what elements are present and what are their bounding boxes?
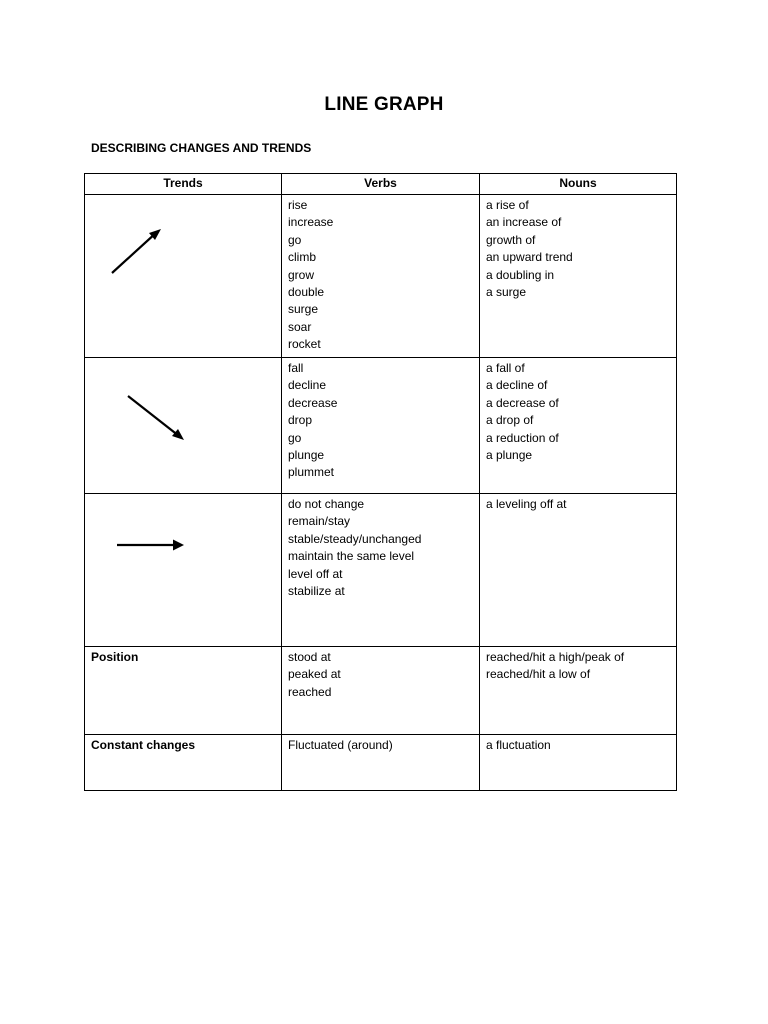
trends-vocabulary-table: [84, 173, 677, 791]
header-nouns: Nouns: [480, 174, 677, 195]
list-item: a fluctuation: [486, 738, 551, 752]
list-item: a leveling off at: [486, 497, 567, 511]
list-item: rise: [288, 198, 308, 212]
verbs-cell: [282, 195, 480, 358]
row-label-constant-changes: Constant changes: [91, 738, 196, 752]
list-item: peaked at: [288, 667, 341, 682]
list-item: reached/hit a low of: [486, 667, 591, 682]
list-item: a rise of: [486, 198, 529, 212]
list-item: climb: [288, 250, 317, 265]
list-item: an upward trend: [486, 250, 573, 265]
nouns-cell: [480, 494, 677, 647]
arrow-down-right-icon: [85, 358, 282, 493]
list-item: reached: [288, 684, 332, 699]
nouns-cell: [480, 358, 677, 494]
trend-cell: [85, 195, 282, 358]
table-header-row: [85, 174, 677, 195]
list-item: a plunge: [486, 448, 533, 463]
table-row: [85, 494, 677, 647]
section-subtitle: DESCRIBING CHANGES AND TRENDS: [91, 141, 312, 155]
list-item: rocket: [288, 337, 321, 352]
list-item: fall: [288, 361, 304, 375]
trend-cell: [85, 647, 282, 735]
list-item: stable/steady/unchanged: [288, 531, 422, 546]
page-title: LINE GRAPH: [324, 94, 444, 115]
list-item: soar: [288, 319, 312, 334]
list-item: a fall of: [486, 361, 525, 375]
list-item: stabilize at: [288, 584, 345, 599]
list-item: plummet: [288, 465, 335, 480]
list-item: remain/stay: [288, 514, 351, 529]
trend-cell: [85, 358, 282, 494]
header-trends: Trends: [85, 174, 282, 195]
arrow-right-icon: [85, 494, 282, 646]
table-row: [85, 358, 677, 494]
list-item: a surge: [486, 285, 527, 300]
nouns-cell: [480, 735, 677, 791]
verbs-cell: [282, 647, 480, 735]
list-item: an increase of: [486, 215, 562, 230]
table-row: [85, 735, 677, 791]
verbs-cell: [282, 358, 480, 494]
list-item: a reduction of: [486, 430, 559, 445]
list-item: decrease: [288, 395, 338, 410]
trend-cell: [85, 735, 282, 791]
list-item: Fluctuated (around): [288, 738, 393, 752]
trend-cell: [85, 494, 282, 647]
verbs-cell: [282, 494, 480, 647]
arrow-up-right-icon: [85, 195, 282, 357]
list-item: go: [288, 430, 302, 445]
verbs-cell: [282, 735, 480, 791]
list-item: a decline of: [486, 378, 548, 393]
list-item: decline: [288, 378, 327, 393]
list-item: go: [288, 232, 302, 247]
list-item: increase: [288, 215, 334, 230]
list-item: a drop of: [486, 413, 534, 428]
list-item: growth of: [486, 232, 536, 247]
header-verbs: Verbs: [282, 174, 480, 195]
table-row: [85, 195, 677, 358]
list-item: plunge: [288, 448, 325, 463]
list-item: a decrease of: [486, 395, 559, 410]
list-item: grow: [288, 267, 315, 282]
list-item: double: [288, 285, 325, 300]
list-item: level off at: [288, 566, 343, 581]
row-label-position: Position: [91, 650, 139, 664]
list-item: surge: [288, 302, 319, 317]
list-item: reached/hit a high/peak of: [486, 650, 625, 664]
list-item: drop: [288, 413, 313, 428]
list-item: a doubling in: [486, 267, 555, 282]
nouns-cell: [480, 647, 677, 735]
list-item: maintain the same level: [288, 549, 415, 564]
list-item: stood at: [288, 650, 331, 664]
nouns-cell: [480, 195, 677, 358]
table-row: [85, 647, 677, 735]
list-item: do not change: [288, 497, 365, 511]
